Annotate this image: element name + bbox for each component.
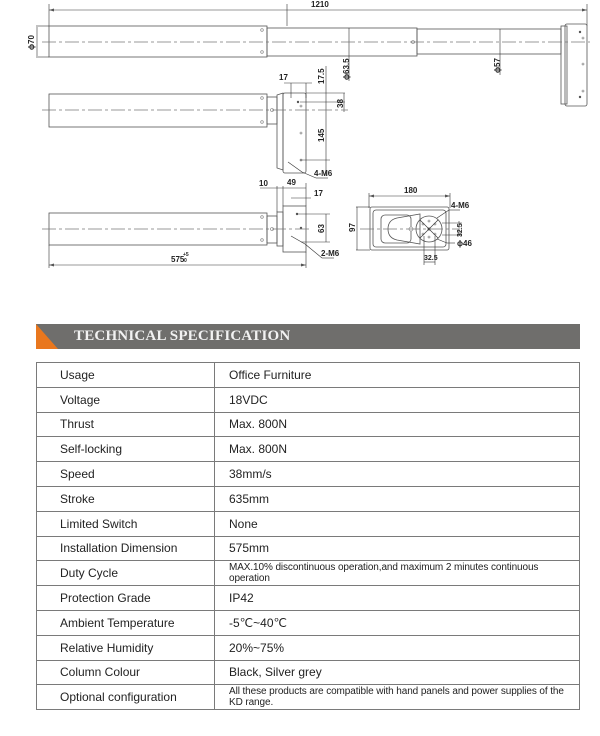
table-row bbox=[37, 660, 580, 685]
spec-label: Voltage bbox=[37, 387, 215, 412]
dim-side-holes: 4-M6 bbox=[314, 169, 333, 178]
dim-install-tol-upper: +5 bbox=[183, 252, 189, 258]
spec-value: Max. 800N bbox=[215, 412, 580, 437]
spec-value: Office Furniture bbox=[215, 363, 580, 388]
dim-bottom-17: 17 bbox=[314, 189, 323, 198]
dim-plate-height: 97 bbox=[348, 223, 357, 232]
dim-top-diameter: ϕ57 bbox=[493, 58, 502, 73]
dim-side-38: 38 bbox=[336, 99, 345, 108]
spec-value: -5℃~40℃ bbox=[215, 610, 580, 635]
table-row bbox=[37, 486, 580, 511]
dim-side-17-5: 17.5 bbox=[317, 68, 326, 84]
dim-base-diameter: ϕ70 bbox=[27, 35, 36, 50]
spec-value: 38mm/s bbox=[215, 462, 580, 487]
spec-label: Optional configuration bbox=[37, 685, 215, 710]
spec-value: None bbox=[215, 511, 580, 536]
dim-bottom-63: 63 bbox=[317, 224, 326, 233]
spec-value: 18VDC bbox=[215, 387, 580, 412]
side-view bbox=[42, 66, 348, 178]
spec-value: Black, Silver grey bbox=[215, 660, 580, 685]
accent-triangle bbox=[36, 324, 58, 349]
dim-install-length: 575 bbox=[171, 255, 185, 264]
dim-side-145: 145 bbox=[317, 128, 326, 142]
dim-bottom-49: 49 bbox=[287, 178, 296, 187]
side-bracket bbox=[283, 93, 306, 173]
dim-plate-width: 180 bbox=[404, 186, 418, 195]
spec-value: All these products are compatible with hand panels and power supplies of the KD range. bbox=[215, 685, 580, 710]
spec-label: Column Colour bbox=[37, 660, 215, 685]
table-row bbox=[37, 412, 580, 437]
dim-plate-32-5-v: 32.5 bbox=[457, 223, 464, 237]
spec-value: 575mm bbox=[215, 536, 580, 561]
dim-install-tol-lower: 0 bbox=[184, 258, 187, 264]
dim-mid-diameter: ϕ63.5 bbox=[342, 58, 351, 80]
spec-label: Usage bbox=[37, 363, 215, 388]
side-tube bbox=[49, 94, 267, 127]
spec-label: Duty Cycle bbox=[37, 561, 215, 586]
table-row bbox=[37, 536, 580, 561]
table-row bbox=[37, 610, 580, 635]
bottom-view bbox=[42, 178, 340, 268]
dim-bottom-holes: 2-M6 bbox=[321, 249, 340, 258]
table-row bbox=[37, 511, 580, 536]
table-row bbox=[37, 685, 580, 710]
spec-label: Thrust bbox=[37, 412, 215, 437]
section-title: TECHNICAL SPECIFICATION bbox=[74, 328, 291, 344]
dim-plate-32-5-h: 32.5 bbox=[424, 255, 438, 262]
dim-plate-circle: ϕ46 bbox=[457, 239, 472, 248]
mounting-plate-view bbox=[348, 186, 472, 265]
spec-label: Ambient Temperature bbox=[37, 610, 215, 635]
dim-bottom-10: 10 bbox=[259, 179, 268, 188]
table-row bbox=[37, 437, 580, 462]
technical-drawing bbox=[0, 0, 600, 300]
table-row bbox=[37, 363, 580, 388]
spec-label: Limited Switch bbox=[37, 511, 215, 536]
dim-side-17: 17 bbox=[279, 73, 288, 82]
spec-value: Max. 800N bbox=[215, 437, 580, 462]
spec-table bbox=[36, 362, 580, 710]
spec-value: 635mm bbox=[215, 486, 580, 511]
extended-column-view bbox=[27, 0, 590, 106]
table-row bbox=[37, 635, 580, 660]
section-header bbox=[36, 324, 580, 349]
spec-label: Stroke bbox=[37, 486, 215, 511]
spec-label: Self-locking bbox=[37, 437, 215, 462]
spec-value: 20%~75% bbox=[215, 635, 580, 660]
spec-label: Installation Dimension bbox=[37, 536, 215, 561]
spec-label: Relative Humidity bbox=[37, 635, 215, 660]
spec-label: Protection Grade bbox=[37, 586, 215, 611]
top-tube bbox=[417, 29, 561, 54]
table-row bbox=[37, 586, 580, 611]
table-row bbox=[37, 561, 580, 586]
table-row bbox=[37, 462, 580, 487]
dim-overall-length: 1210 bbox=[311, 0, 329, 9]
base-tube bbox=[49, 26, 267, 57]
spec-value: IP42 bbox=[215, 586, 580, 611]
table-row bbox=[37, 387, 580, 412]
spec-value: MAX.10% discontinuous operation,and maximum 2 minutes continuous operation bbox=[215, 561, 580, 586]
spec-label: Speed bbox=[37, 462, 215, 487]
dim-plate-holes: 4-M6 bbox=[451, 201, 470, 210]
